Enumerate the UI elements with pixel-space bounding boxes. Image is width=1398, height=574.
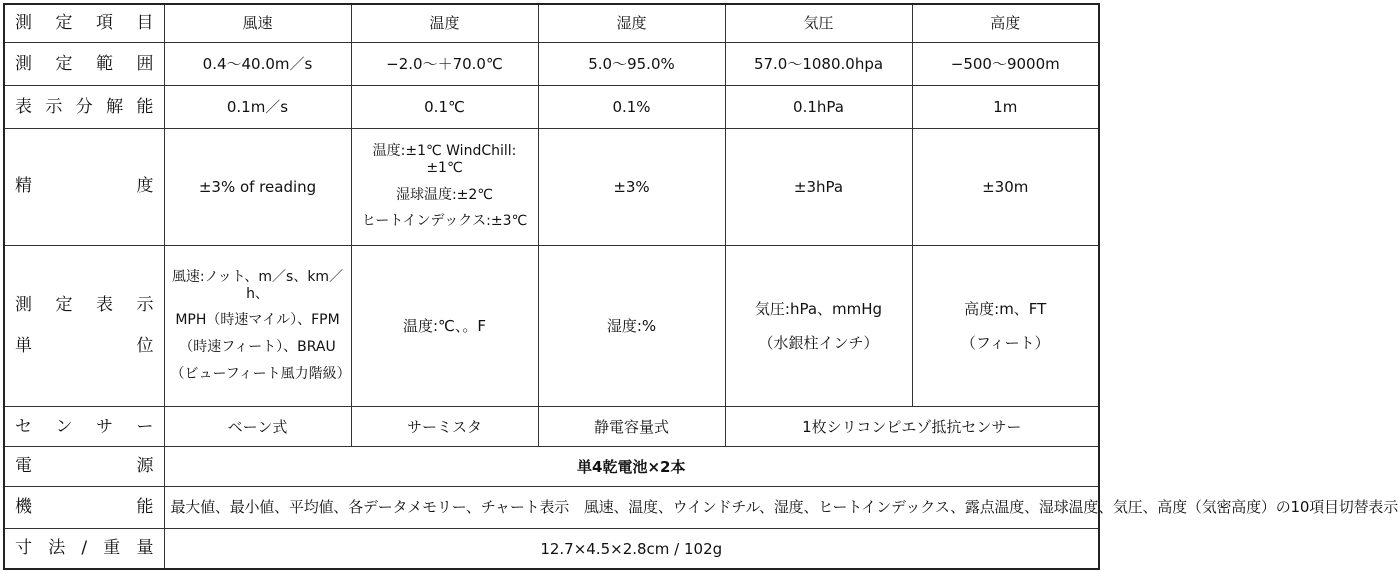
accuracy-wind: ±3% of reading xyxy=(164,128,351,245)
sensor-humidity: 静電容量式 xyxy=(538,407,725,447)
sensor-temperature: サーミスタ xyxy=(351,407,538,447)
units-wind: 風速:ノット、m／s、km／h、 MPH（時速マイル）、FPM （時速フィート）、BRAU （ビューフィート風力階級） xyxy=(164,245,351,406)
spec-table xyxy=(3,3,1398,570)
label-char: 目 xyxy=(136,13,154,34)
resolution-wind: 0.1m／s xyxy=(164,86,351,128)
units-altitude: 高度:m、FT （フィート） xyxy=(912,245,1099,406)
row-label-measurement-item xyxy=(4,4,164,42)
label-char: 定 xyxy=(55,13,73,34)
sensor-pressure-altitude: 1枚シリコンピエゾ抵抗センサー xyxy=(725,407,1099,447)
units-humidity: 湿度:% xyxy=(538,245,725,406)
resolution-altitude: 1m xyxy=(912,86,1099,128)
resolution-temperature: 0.1℃ xyxy=(351,86,538,128)
row-label-size-weight: 寸 法 / 重 量 xyxy=(4,529,164,569)
row-label-sensor: セ ン サ ー xyxy=(4,407,164,447)
range-humidity: 5.0〜95.0% xyxy=(538,42,725,85)
column-header-altitude: 高度 xyxy=(912,4,1099,42)
label-spread xyxy=(15,13,154,33)
accuracy-temperature xyxy=(351,128,538,245)
accuracy-temperature-line: 温度:±1℃ WindChill:±1℃ xyxy=(372,143,517,176)
table-row-size-weight xyxy=(4,529,1099,569)
table-row-range xyxy=(4,42,1099,85)
range-pressure: 57.0〜1080.0hpa xyxy=(725,42,912,85)
row-label-function: 機 能 xyxy=(4,486,164,528)
accuracy-wetbulb-line: 湿球温度:±2℃ xyxy=(395,186,494,203)
table-row-resolution xyxy=(4,86,1099,128)
table-row-function xyxy=(4,486,1099,528)
accuracy-pressure: ±3hPa xyxy=(725,128,912,245)
row-label-power: 電 源 xyxy=(4,447,164,486)
column-header-temperature: 温度 xyxy=(351,4,538,42)
accuracy-altitude: ±30m xyxy=(912,128,1099,245)
range-altitude: −500〜9000m xyxy=(912,42,1099,85)
table-row-sensor xyxy=(4,407,1099,447)
row-label-resolution: 表 示 分 解 能 xyxy=(4,86,164,128)
function-value: 最大値、最小値、平均値、各データメモリー、チャート表示 風速、温度、ウインドチル、湿度、ヒートインデックス、露点温度、湿球温度、気圧、高度（気密高度）の10項目切替表示 xyxy=(164,486,1099,528)
table-row-power xyxy=(4,447,1099,486)
label-char: 項 xyxy=(96,13,113,34)
resolution-pressure: 0.1hPa xyxy=(725,86,912,128)
row-label-units: 測 定 表 示 単 位 xyxy=(4,245,164,406)
table-row-units xyxy=(4,245,1099,406)
table-row-accuracy xyxy=(4,128,1099,245)
resolution-humidity: 0.1% xyxy=(538,86,725,128)
column-header-humidity: 湿度 xyxy=(538,4,725,42)
units-pressure: 気圧:hPa、mmHg （水銀柱インチ） xyxy=(725,245,912,406)
accuracy-heatindex-line: ヒートインデックス:±3℃ xyxy=(361,213,528,230)
sensor-wind: ベーン式 xyxy=(164,407,351,447)
range-wind: 0.4〜40.0m／s xyxy=(164,42,351,85)
label-char: 測 xyxy=(15,13,32,34)
power-value: 単4乾電池×2本 xyxy=(164,447,1099,486)
accuracy-humidity: ±3% xyxy=(538,128,725,245)
row-label-accuracy: 精 度 xyxy=(4,128,164,245)
units-temperature: 温度:℃、。F xyxy=(351,245,538,406)
size-weight-value: 12.7×4.5×2.8cm / 102g xyxy=(164,529,1099,569)
column-header-wind: 風速 xyxy=(164,4,351,42)
range-temperature: −2.0〜＋70.0℃ xyxy=(351,42,538,85)
row-label-range: 測 定 範 囲 xyxy=(4,42,164,85)
column-header-pressure: 気圧 xyxy=(725,4,912,42)
table-row-header xyxy=(4,4,1099,42)
